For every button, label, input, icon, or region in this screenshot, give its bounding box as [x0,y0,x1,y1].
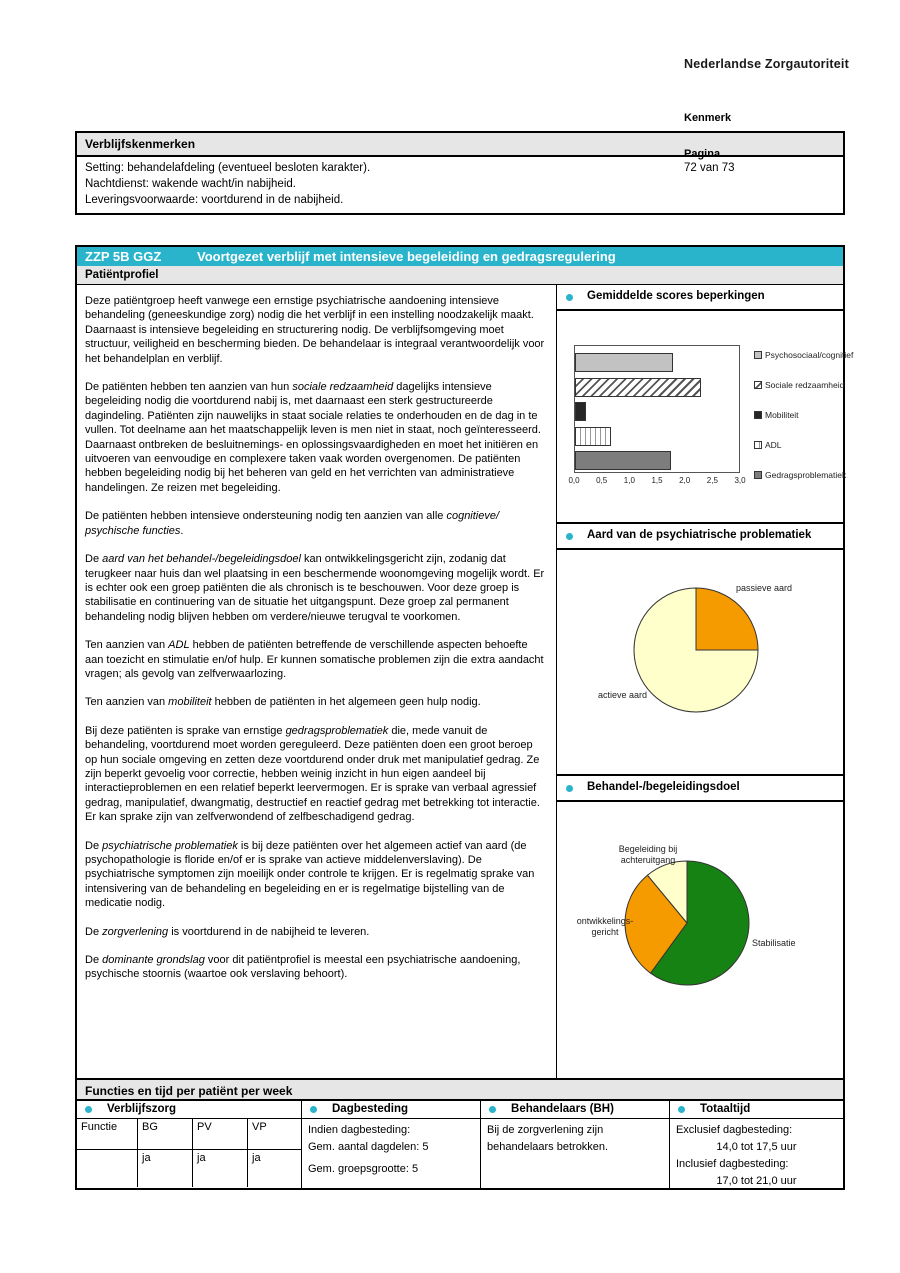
dagbesteding-line: Gem. groepsgrootte: 5 [308,1163,419,1175]
x-tick-label: 3,0 [734,476,746,485]
totaaltijd-line: 17,0 tot 21,0 uur [716,1175,797,1187]
zzp-code: ZZP 5B GGZ [85,249,162,264]
legend-marker-icon [754,441,762,449]
subtable-header-row [77,1119,301,1150]
x-tick-label: 2,0 [679,476,691,485]
profile-paragraph: De patiënten hebben intensieve ondersteuning nodig ten aanzien van alle cognitieve/ psychische functies. [85,510,500,537]
col-dagbesteding [301,1101,480,1188]
profile-paragraph: De aard van het behandel-/begeleidingsdoel kan ontwikkelingsgericht zijn, zodanig dat terugkeer naar huis dan wel plaatsing in een beschermende woonomgeving mogelijk wordt. Er is echter ook een groep patiënten die als chronisch is te beschouwen. Voor deze groep is stabilisatie en continuering van de situatie het uitgangspunt. Deze groep zal permanent behandeling nodig blijven hebben om verdere/nieuwe terugval te voorkomen. [85,553,545,623]
dagbesteding-line: Indien dagbesteding: [308,1124,411,1136]
bar-chart-legend [754,348,854,498]
legend-marker-icon [754,471,762,479]
subtable-cell: ja [137,1150,192,1187]
profile-content [77,285,854,1078]
panel-aard-header [557,524,843,550]
legend-label: ADL [765,439,782,450]
bar-3 [575,427,611,446]
dagbesteding-line: Gem. aantal dagdelen: 5 [308,1141,429,1153]
pie-slice-label: ontwikkelings-gericht [576,916,634,937]
verblijfskenmerken-line: Setting: behandelafdeling (eventueel besloten karakter). [85,162,371,174]
pagina-label: Pagina [684,148,721,160]
legend-label: Sociale redzaamheid [765,379,845,390]
patient-profile-text [77,285,557,1078]
profile-paragraph: Deze patiëntgroep heeft vanwege een ernstige psychiatrische aandoening intensieve behandeling (geneeskundige zorg) nodig die het verblijf in een instelling noodzakelijk maakt. Daarnaast is intensieve begeleiding en structurering nodig. De verblijfsomgeving moet structuur, veiligheid en bescherming bieden. De behandelaar is integraal verantwoordelijk voor het behandelplan en verblijf. [85,295,545,365]
profile-paragraph: Bij deze patiënten is sprake van ernstige gedragsproblematiek die, mede vanuit de behandeling, voortdurend moet worden gereguleerd. Deze patiënten doen een groot beroep op hun sociale omgeving en zetten deze voortdurend onder druk met manipulatief gedrag. Ze zijn beperkt gevoelig voor correctie, hebben weinig inzicht in hun eigen aandeel bij interactieproblemen en een relatief beperkt leervermogen. Er is sprake van verbaal agressief gedrag, manipulatief, dwangmatig, destructief en reactief gedrag met betrekking tot interactie. Er kan sprake zijn van zelfverwondend of zelfbeschadigend gedrag. [85,724,540,824]
totaaltijd-body [670,1119,843,1193]
x-tick-label: 0,5 [596,476,608,485]
verblijfskenmerken-line: Leveringsvoorwaarde: voortdurend in de nabijheid. [85,194,344,206]
x-tick-label: 0,0 [568,476,580,485]
panel-aard [557,522,843,774]
pie-slice-label: Stabilisatie [752,938,796,948]
panel-scores-title: Gemiddelde scores beperkingen [587,290,765,302]
legend-item [754,408,842,421]
bar-2 [575,402,586,421]
legend-item [754,468,847,481]
col-verblijfszorg-header [77,1101,301,1119]
legend-item [754,348,854,361]
bullet-icon [85,1106,92,1113]
bullet-icon [678,1106,685,1113]
col-totaaltijd-title: Totaaltijd [699,1103,751,1115]
dagbesteding-body [302,1119,480,1181]
verblijfszorg-subtable [77,1119,301,1188]
panel-doel-header [557,776,843,802]
subtable-header-cell: BG [137,1119,192,1149]
profile-paragraph: De dominante grondslag voor dit patiëntprofiel is meestal een psychiatrische aandoening, psychische stoornis (waartoe ook verslaving behoort). [85,954,521,981]
panel-doel [557,774,843,1078]
pie-slice-label: Begeleiding bij achteruitgang [618,844,678,865]
functies-table [77,1101,843,1188]
charts-column [557,285,854,1078]
subtable-data-row [77,1150,301,1187]
bar-chart-axis [568,476,746,488]
panel-doel-title: Behandel-/begeleidingsdoel [587,781,740,793]
pagina-value: 72 van 73 [684,162,735,174]
bar-4 [575,451,671,470]
legend-item [754,438,842,451]
col-verblijfszorg [77,1101,301,1188]
profile-paragraph: De psychiatrische problematiek is bij deze patiënten over het algemeen actief van aard (de psychopathologie is floride en/of er is sprake van actieve middelenverslaving). De psychiatrische symptomen zijn moeilijk onder controle te krijgen. Er is regelmatig sprake van intensivering van de behandeling en begeleiding en er is regelmatige bijstelling van de medicatie nodig. [85,839,535,910]
profile-paragraph: Ten aanzien van mobiliteit hebben de patiënten in het algemeen geen hulp nodig. [85,696,481,709]
pie-slice-label: passieve aard [736,583,793,593]
bar-chart-plot [574,345,740,473]
subtable-header-cell: PV [192,1119,247,1149]
legend-label: Gedragsproblematiek [765,469,847,480]
col-behandelaars-header [481,1101,669,1119]
panel-scores [557,285,854,522]
kenmerk-label: Kenmerk [684,112,732,124]
bullet-icon [566,533,573,540]
pie-chart-doel [557,802,843,1078]
legend-label: Mobiliteit [765,409,799,420]
col-dagbesteding-header [302,1101,480,1119]
legend-marker-icon [754,351,762,359]
col-dagbesteding-title: Dagbesteding [332,1103,409,1115]
bullet-icon [310,1106,317,1113]
verblijfskenmerken-title: Verblijfskenmerken [77,133,843,157]
subtable-header-cell: Functie [81,1121,118,1133]
subtable-cell: ja [247,1150,301,1187]
nza-logo: Nederlandse Zorgautoriteit [684,57,849,71]
pie-chart-aard [557,550,843,774]
col-behandelaars [480,1101,669,1188]
zzp-profile-box [75,245,854,1190]
col-behandelaars-title: Behandelaars (BH) [511,1103,614,1115]
subtable-cell [77,1150,137,1187]
col-totaaltijd-header [670,1101,843,1119]
x-tick-label: 2,5 [706,476,718,485]
profile-paragraph: Ten aanzien van ADL hebben de patiënten betreffende de verschillende aspecten behoefte aan toezicht en stimulatie en/of hulp. Er kunnen somatische problemen zijn die extra aandacht vragen; als gevolg van zelfverwaarlozing. [85,639,544,680]
legend-label: Psychosociaal/cognitief [765,349,854,360]
x-tick-label: 1,0 [623,476,635,485]
bullet-icon [489,1106,496,1113]
x-tick-label: 1,5 [651,476,663,485]
bullet-icon [566,294,573,301]
legend-marker-icon [754,411,762,419]
functies-section-header: Functies en tijd per patiënt per week [77,1078,843,1101]
pie-slice-0 [696,588,758,650]
pie-slice-label: actieve aard [598,690,648,700]
zzp-title: Voortgezet verblijf met intensieve begeleiding en gedragsregulering [197,249,616,264]
panel-aard-title: Aard van de psychiatrische problematiek [587,529,812,541]
panel-scores-header [557,285,843,311]
profile-paragraph: De patiënten hebben ten aanzien van hun sociale redzaamheid dagelijks intensieve begeleiding nodig die voortdurend nabij is, met daarnaast een sterk gestructureerde dagindeling. Patiënten zijn nauwelijks in staat sociale relaties te onderhouden en de dag in te vullen. Tot deelname aan het maatschappelijk leven is men niet in staat, noch geïnteresseerd. Daarnaast ontbreken de besluitnemings- en oplossingsvaardigheden en moet het initiëren en uitvoeren van eenvoudige en complexere taken vaak worden overgenomen. De patiënten hebben begeleiding nodig bij het beheren van geld en het verrichten van administratieve handelingen. Ze reizen met begeleiding. [85,381,541,494]
legend-marker-icon [754,381,762,389]
behandelaars-body: Bij de zorgverlening zijn behandelaars betrokken. [487,1124,609,1153]
subtable-cell: ja [192,1150,247,1187]
bar-chart [557,311,854,522]
bar-1 [575,378,701,397]
col-totaaltijd [669,1101,843,1188]
subtable-header-cell: VP [247,1119,301,1149]
zzp-title-bar [77,247,843,266]
bar-0 [575,353,673,372]
col-verblijfszorg-title: Verblijfszorg [107,1103,177,1115]
totaaltijd-line: Exclusief dagbesteding: [675,1124,793,1136]
verblijfskenmerken-line: Nachtdienst: wakende wacht/in nabijheid. [85,178,296,190]
legend-item [754,378,845,391]
pie-aard-svg [633,587,759,713]
totaaltijd-line: Inclusief dagbesteding: [675,1158,789,1170]
totaaltijd-line: 14,0 tot 17,5 uur [716,1141,797,1153]
patientprofiel-header: Patiëntprofiel [77,266,843,285]
profile-paragraph: De zorgverlening is voortdurend in de nabijheid te leveren. [85,925,370,938]
bullet-icon [566,785,573,792]
